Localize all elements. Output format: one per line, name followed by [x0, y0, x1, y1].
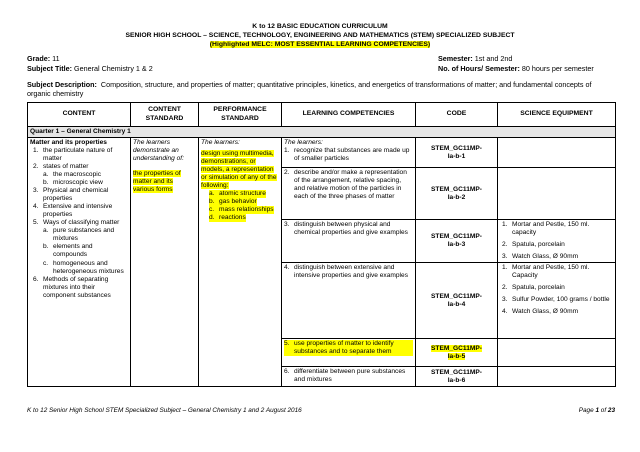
- doc-title: K to 12 BASIC EDUCATION CURRICULUM: [252, 23, 388, 30]
- lc-number: 1.: [284, 147, 290, 155]
- equipment-number: 4.: [502, 308, 508, 316]
- code-line-1: [418, 369, 495, 377]
- subject-label: Subject Title:: [27, 64, 72, 73]
- content-item-text: homogeneous and heterogeneous mixtures: [53, 259, 124, 275]
- performance-item: [201, 198, 279, 206]
- equipment-text: Sulfur Powder, 100 grams / bottle: [512, 296, 610, 304]
- equipment-text: Watch Glass, Ø 90mm: [512, 253, 579, 261]
- code-line-1: [418, 145, 495, 153]
- code-text: Ia-b-2: [447, 193, 466, 201]
- equipment-text: Spatula, porcelain: [512, 241, 565, 249]
- lc-number: 4.: [284, 264, 290, 272]
- col-code: CODE: [416, 103, 498, 127]
- col-content: CONTENT: [28, 103, 131, 127]
- grade-line: [27, 55, 60, 64]
- content-item: [30, 171, 128, 179]
- equipment-cell: [498, 263, 616, 339]
- page-prefix: Page: [578, 407, 596, 414]
- content-item-number: 1.: [33, 147, 39, 155]
- description-value: Composition, structure, and properties of matter; quantitative principles, kinetics, and energetics of transformations of matter; and fundamental concepts of organic chemistry: [27, 80, 592, 98]
- equipment-cell: [498, 339, 616, 367]
- learning-competency: [284, 368, 413, 384]
- content-item-text: Extensive and intensive properties: [43, 203, 113, 219]
- content-item-text: the particulate nature of matter: [43, 147, 113, 163]
- lc-number: 6.: [284, 368, 290, 376]
- equipment-number: 3.: [502, 253, 508, 261]
- content-item-text: microscopic view: [53, 179, 103, 187]
- learning-competency: [284, 264, 413, 280]
- performance-item-number: b.: [209, 198, 219, 206]
- curriculum-table: [27, 102, 616, 387]
- code-line-1: [418, 186, 495, 194]
- content-standard-intro: The learners demonstrate an understanding of:: [133, 139, 184, 163]
- lc-text: distinguish between physical and chemical properties and give examples: [294, 221, 408, 237]
- code-text: STEM_GC11MP-: [431, 344, 482, 352]
- code-line-2: [418, 301, 495, 309]
- equipment-number: 2.: [502, 241, 508, 249]
- performance-highlight: design using multimedia, demonstrations, or models, a representation or simulation of any of the following:: [201, 150, 277, 190]
- learning-competency: [284, 221, 413, 237]
- content-item: [30, 187, 128, 203]
- content-item-text: elements and compounds: [53, 243, 93, 259]
- content-cell: [28, 138, 131, 387]
- content-item-text: Ways of classifying matter: [43, 219, 120, 227]
- code-text: Ia-b-3: [447, 241, 466, 249]
- equipment-cell: [498, 138, 616, 168]
- content-item: [30, 243, 128, 259]
- col-content-standard: CONTENT STANDARD: [131, 103, 199, 127]
- learning-competency: [284, 169, 413, 201]
- content-item-text: pure substances and mixtures: [53, 227, 115, 243]
- page-current: 1: [595, 407, 599, 414]
- lc-number: 2.: [284, 169, 290, 177]
- code-cell: [416, 367, 498, 387]
- equipment-cell: [498, 168, 616, 220]
- content-item-number: c.: [43, 259, 49, 267]
- code-text: STEM_GC11MP-: [431, 185, 482, 193]
- content-item-number: b.: [43, 243, 49, 251]
- performance-item-text: mass relationships: [219, 206, 274, 214]
- equipment-item: [500, 253, 613, 261]
- content-item-number: a.: [43, 171, 49, 179]
- page-total: 23: [607, 407, 615, 414]
- code-text: STEM_GC11MP-: [431, 368, 482, 376]
- content-item: [30, 227, 128, 243]
- performance-item-text: reactions: [219, 214, 246, 222]
- col-learning-competencies: LEARNING COMPETENCIES: [282, 103, 416, 127]
- code-line-2: [418, 194, 495, 202]
- semester-value: 1st and 2nd: [474, 54, 513, 63]
- quarter-row: [28, 127, 616, 138]
- equipment-item: [500, 284, 613, 292]
- content-item-number: 4.: [33, 203, 39, 211]
- subject-value: General Chemistry 1 & 2: [74, 64, 153, 73]
- code-text: STEM_GC11MP-: [431, 292, 482, 300]
- learning-competency-cell: [282, 339, 416, 367]
- subject-line: [27, 65, 153, 74]
- content-item: [30, 163, 128, 171]
- equipment-number: 2.: [502, 284, 508, 292]
- content-item-number: 5.: [33, 219, 39, 227]
- performance-item-number: c.: [209, 206, 219, 214]
- equipment-item: [500, 241, 613, 249]
- code-line-1: [418, 345, 495, 353]
- lc-text: use properties of matter to identify substances and to separate them: [294, 340, 413, 356]
- learning-competency-cell: [282, 168, 416, 220]
- content-item-text: Physical and chemical properties: [43, 187, 109, 203]
- code-text: Ia-b-6: [447, 376, 466, 384]
- content-item: [30, 203, 128, 219]
- code-cell: [416, 138, 498, 168]
- content-item: [30, 260, 128, 276]
- content-standard-text: [133, 170, 196, 194]
- code-cell: [416, 220, 498, 263]
- content-item-number: a.: [43, 227, 49, 235]
- performance-intro: The learners:: [201, 139, 240, 147]
- description: [27, 80, 615, 98]
- code-line-2: [418, 377, 495, 385]
- equipment-cell: [498, 220, 616, 263]
- learning-competency-cell: [282, 220, 416, 263]
- equipment-item: [500, 296, 613, 304]
- content-item: [30, 276, 128, 300]
- code-text: Ia-b-1: [447, 152, 466, 160]
- code-line-1: [418, 293, 495, 301]
- doc-subtitle: SENIOR HIGH SCHOOL – SCIENCE, TECHNOLOGY, ENGINEERING AND MATHEMATICS (STEM) SPECIALIZED SUBJECT: [125, 32, 515, 39]
- semester-line: [438, 55, 512, 64]
- lc-text: recognize that substances are made up of smaller particles: [294, 147, 410, 163]
- content-item: [30, 147, 128, 163]
- footer-left: K to 12 Senior High School STEM Specialized Subject – General Chemistry 1 and 2 August 2016: [27, 407, 302, 414]
- equipment-text: Mortar and Pestle, 150 ml. Capacity: [512, 264, 590, 280]
- grade-label: Grade:: [27, 54, 51, 63]
- equipment-item: [500, 221, 613, 237]
- lc-text: differentiate between pure substances and mixtures: [294, 368, 406, 384]
- equipment-item: [500, 308, 613, 316]
- description-label: Subject Description:: [27, 80, 97, 89]
- content-item-number: b.: [43, 179, 49, 187]
- performance-item: [201, 206, 279, 214]
- doc-melc-note: [0, 41, 640, 49]
- lc-number: 5.: [284, 340, 294, 356]
- code-line-2: [418, 353, 495, 361]
- content-item-number: 6.: [33, 275, 39, 283]
- table-row: [28, 138, 616, 168]
- page-number: [540, 407, 615, 415]
- melc-highlight: (Highlighted MELC: MOST ESSENTIAL LEARNING COMPETENCIES): [209, 41, 431, 48]
- equipment-item: [500, 264, 613, 280]
- performance-item-number: d.: [209, 214, 219, 222]
- equipment-text: Watch Glass, Ø 90mm: [512, 308, 579, 316]
- lc-text: distinguish between extensive and intensive properties and give examples: [294, 264, 408, 280]
- code-cell: [416, 168, 498, 220]
- grade-value: 11: [52, 54, 60, 63]
- learning-competency-cell: [282, 263, 416, 339]
- code-line-2: [418, 153, 495, 161]
- code-line-1: [418, 233, 495, 241]
- equipment-cell: [498, 367, 616, 387]
- performance-standard-cell: [199, 138, 282, 387]
- learning-competency-cell: [282, 367, 416, 387]
- lc-intro: The learners:: [284, 139, 323, 147]
- content-item-text: states of matter: [43, 163, 89, 171]
- equipment-number: 1.: [502, 264, 508, 272]
- performance-item-text: gas behavior: [219, 198, 257, 206]
- content-title: Matter and its properties: [30, 139, 107, 147]
- performance-item: [201, 214, 279, 222]
- content-item: [30, 179, 128, 187]
- code-line-2: [418, 241, 495, 249]
- semester-label: Semester:: [438, 54, 473, 63]
- performance-text: [201, 150, 279, 190]
- learning-competency-cell: [282, 138, 416, 168]
- performance-item-text: atomic structure: [219, 190, 266, 198]
- col-science-equipment: SCIENCE EQUIPMENT: [498, 103, 616, 127]
- content-standard-highlight: the properties of matter and its various forms: [133, 170, 181, 194]
- content-item: [30, 219, 128, 227]
- lc-number: 3.: [284, 221, 290, 229]
- code-text: Ia-b-5: [447, 352, 466, 360]
- quarter-label: Quarter 1 – General Chemistry 1: [28, 127, 616, 138]
- hours-value: 80 hours per semester: [521, 64, 594, 73]
- equipment-number: 3.: [502, 296, 508, 304]
- hours-line: [438, 65, 594, 74]
- content-item-number: 3.: [33, 187, 39, 195]
- hours-label: No. of Hours/ Semester:: [438, 64, 520, 73]
- learning-competency: [284, 340, 413, 356]
- header-row: [28, 103, 616, 127]
- code-text: STEM_GC11MP-: [431, 144, 482, 152]
- code-text: STEM_GC11MP-: [431, 233, 482, 241]
- equipment-text: Mortar and Pestle, 150 ml. capacity: [512, 221, 590, 237]
- performance-item-number: a.: [209, 190, 219, 198]
- col-performance-standard: PERFORMANCE STANDARD: [199, 103, 282, 127]
- lc-text: describe and/or make a representation of the arrangement, relative spacing, and relative motion of the particles in each of the three phases of matter: [294, 169, 407, 201]
- learning-competency: [284, 147, 413, 163]
- page-of: of: [599, 407, 608, 414]
- content-item-number: 2.: [33, 163, 39, 171]
- content-item-text: the macroscopic: [53, 171, 102, 179]
- equipment-number: 1.: [502, 221, 508, 229]
- content-item-text: Methods of separating mixtures into their component substances: [43, 275, 111, 299]
- content-standard-cell: [131, 138, 199, 387]
- code-text: Ia-b-4: [447, 300, 466, 308]
- code-cell: [416, 339, 498, 367]
- code-cell: [416, 263, 498, 339]
- performance-item: [201, 190, 279, 198]
- equipment-text: Spatula, porcelain: [512, 284, 565, 292]
